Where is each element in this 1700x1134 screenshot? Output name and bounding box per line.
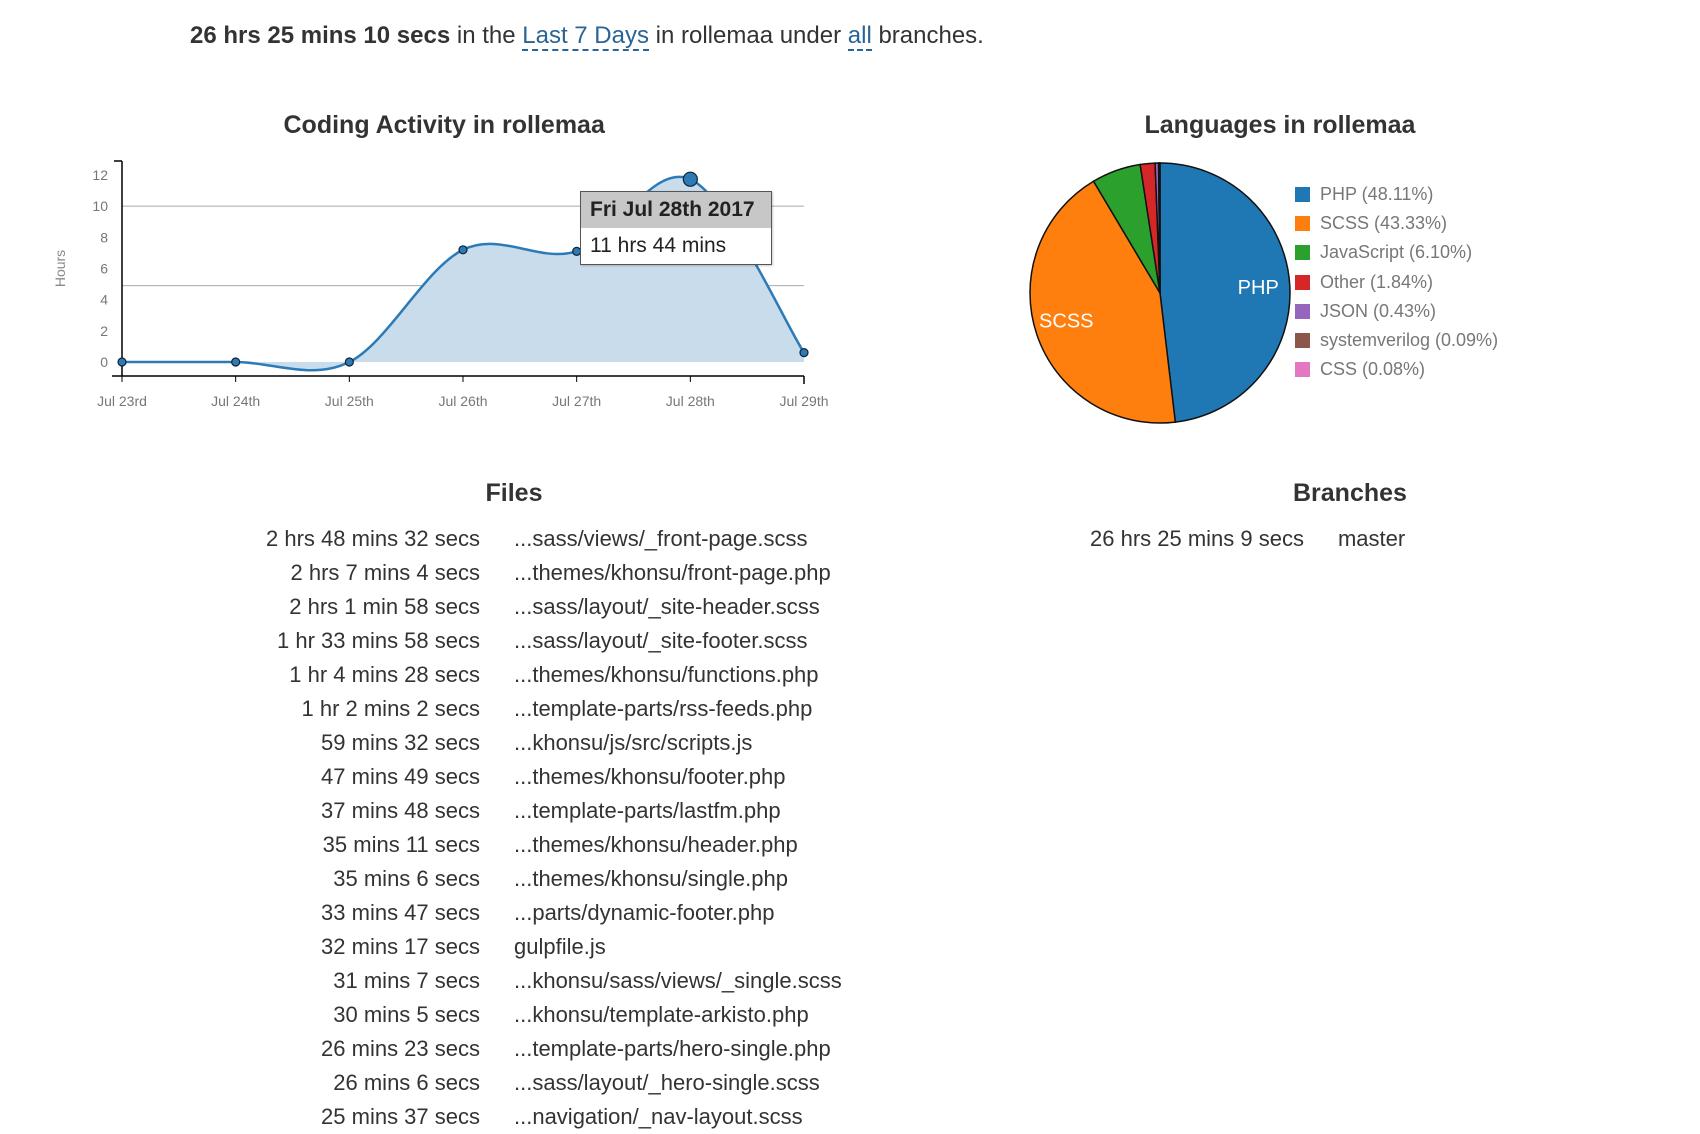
data-point — [459, 246, 467, 254]
pie-slice-css[interactable] — [1159, 163, 1160, 293]
y-axis-label: Hours — [52, 249, 68, 288]
file-time: 2 hrs 1 min 58 secs — [289, 594, 480, 619]
languages-legend — [1295, 180, 1498, 384]
range-link[interactable]: Last 7 Days — [522, 22, 649, 49]
file-time: 33 mins 47 secs — [321, 900, 480, 925]
file-row[interactable] — [190, 624, 842, 658]
y-tick-label: 8 — [100, 229, 108, 246]
legend-swatch — [1295, 362, 1310, 377]
legend-item[interactable] — [1295, 268, 1498, 297]
x-tick-label: Jul 28th — [665, 393, 715, 409]
file-name: ...khonsu/sass/views/_single.scss — [514, 968, 842, 993]
file-row[interactable] — [190, 896, 842, 930]
legend-label: Other (1.84%) — [1320, 271, 1434, 292]
pie-slice-label: SCSS — [1039, 310, 1094, 333]
y-tick-label: 4 — [100, 291, 108, 308]
file-name: ...khonsu/js/src/scripts.js — [514, 730, 753, 755]
branch-name: master — [1337, 526, 1406, 551]
legend-label: SCSS (43.33%) — [1320, 213, 1448, 234]
data-point — [800, 349, 808, 357]
file-time: 32 mins 17 secs — [321, 934, 480, 959]
file-row[interactable] — [190, 964, 842, 998]
branches-title: Branches — [1293, 479, 1407, 507]
x-tick-label: Jul 24th — [211, 393, 261, 409]
file-name: ...sass/layout/_site-header.scss — [514, 594, 820, 619]
file-name: ...template-parts/hero-single.php — [514, 1036, 831, 1061]
file-time: 25 mins 37 secs — [321, 1104, 480, 1129]
file-name: ...themes/khonsu/header.php — [514, 832, 798, 857]
x-tick-label: Jul 26th — [438, 393, 488, 409]
file-time: 1 hr 4 mins 28 secs — [289, 662, 480, 687]
file-row[interactable] — [190, 930, 842, 964]
file-time: 1 hr 2 mins 2 secs — [301, 696, 480, 721]
summary-line — [190, 22, 984, 50]
pie-slice-label: PHP — [1237, 276, 1279, 299]
data-point — [118, 358, 126, 366]
legend-swatch — [1295, 187, 1310, 202]
file-time: 31 mins 7 secs — [333, 968, 480, 993]
file-name: ...themes/khonsu/single.php — [514, 866, 788, 891]
legend-label: JSON (0.43%) — [1320, 300, 1437, 321]
file-row[interactable] — [190, 692, 842, 726]
file-row[interactable] — [190, 794, 842, 828]
legend-item[interactable] — [1295, 297, 1498, 326]
y-tick-label: 0 — [100, 354, 108, 370]
file-time: 35 mins 11 secs — [322, 832, 480, 857]
files-table — [190, 522, 842, 1134]
file-time: 30 mins 5 secs — [333, 1002, 480, 1027]
x-tick-label: Jul 25th — [324, 393, 374, 409]
file-name: ...sass/layout/_hero-single.scss — [514, 1070, 820, 1095]
file-row[interactable] — [190, 760, 842, 794]
x-tick-label: Jul 29th — [779, 393, 829, 409]
file-time: 2 hrs 48 mins 32 secs — [266, 526, 480, 551]
legend-label: CSS (0.08%) — [1320, 359, 1426, 380]
file-time: 26 mins 23 secs — [321, 1036, 480, 1061]
summary-text-project: in rollemaa under — [655, 22, 842, 49]
y-tick-label: 6 — [100, 260, 108, 277]
file-name: ...template-parts/lastfm.php — [514, 798, 781, 823]
x-tick-label: Jul 23rd — [97, 393, 147, 409]
tooltip-date: Fri Jul 28th 2017 — [581, 192, 771, 228]
file-time: 1 hr 33 mins 58 secs — [277, 628, 480, 653]
file-name: gulpfile.js — [514, 934, 606, 959]
file-row[interactable] — [190, 590, 842, 624]
legend-swatch — [1295, 304, 1310, 319]
summary-text-in-the: in the — [456, 22, 516, 49]
file-time: 35 mins 6 secs — [333, 866, 480, 891]
languages-chart-title: Languages in rollemaa — [1144, 111, 1416, 139]
summary-text-branches: branches. — [878, 22, 984, 49]
data-point — [232, 358, 240, 366]
activity-chart-title: Coding Activity in rollemaa — [283, 111, 605, 139]
branch-time: 26 hrs 25 mins 9 secs — [1090, 526, 1304, 551]
y-tick-label: 10 — [92, 198, 108, 215]
file-row[interactable] — [190, 1066, 842, 1100]
file-name: ...themes/khonsu/front-page.php — [514, 560, 831, 585]
legend-swatch — [1295, 275, 1310, 290]
legend-swatch — [1295, 333, 1310, 348]
file-time: 59 mins 32 secs — [321, 730, 480, 755]
file-row[interactable] — [190, 556, 842, 590]
x-tick-label: Jul 27th — [552, 393, 602, 409]
chart-tooltip — [580, 191, 772, 265]
legend-swatch — [1295, 245, 1310, 260]
legend-item[interactable] — [1295, 209, 1498, 238]
legend-label: JavaScript (6.10%) — [1320, 242, 1473, 263]
languages-pie-chart[interactable] — [1000, 150, 1300, 450]
file-row[interactable] — [190, 658, 842, 692]
file-name: ...sass/views/_front-page.scss — [514, 526, 808, 551]
branch-row[interactable] — [1090, 522, 1405, 556]
legend-label: systemverilog (0.09%) — [1320, 330, 1499, 351]
y-tick-label: 12 — [92, 167, 108, 183]
file-row[interactable] — [190, 998, 842, 1032]
file-name: ...themes/khonsu/functions.php — [514, 662, 819, 687]
file-row[interactable] — [190, 1032, 842, 1066]
files-title: Files — [485, 479, 543, 507]
file-row[interactable] — [190, 1100, 842, 1134]
file-row[interactable] — [190, 726, 842, 760]
activity-chart[interactable] — [40, 145, 840, 415]
legend-item[interactable] — [1295, 355, 1498, 384]
total-time: 26 hrs 25 mins 10 secs — [190, 22, 451, 49]
file-row[interactable] — [190, 862, 842, 896]
file-time: 37 mins 48 secs — [321, 798, 480, 823]
file-time: 47 mins 49 secs — [321, 764, 480, 789]
tooltip-value: 11 hrs 44 mins — [590, 234, 727, 257]
legend-label: PHP (48.11%) — [1320, 184, 1434, 205]
legend-item[interactable] — [1295, 180, 1498, 209]
legend-item[interactable] — [1295, 326, 1498, 355]
file-name: ...template-parts/rss-feeds.php — [514, 696, 813, 721]
file-row[interactable] — [190, 522, 842, 556]
data-point — [683, 172, 697, 186]
legend-swatch — [1295, 216, 1310, 231]
branches-link[interactable]: all — [847, 22, 872, 49]
file-name: ...sass/layout/_site-footer.scss — [514, 628, 808, 653]
y-tick-label: 2 — [100, 322, 108, 339]
file-time: 26 mins 6 secs — [333, 1070, 480, 1095]
file-name: ...parts/dynamic-footer.php — [514, 900, 775, 925]
file-name: ...themes/khonsu/footer.php — [514, 764, 786, 789]
file-name: ...khonsu/template-arkisto.php — [514, 1002, 809, 1027]
data-point — [345, 358, 353, 366]
file-time: 2 hrs 7 mins 4 secs — [290, 560, 480, 585]
legend-item[interactable] — [1295, 238, 1498, 267]
file-row[interactable] — [190, 828, 842, 862]
file-name: ...navigation/_nav-layout.scss — [514, 1104, 803, 1129]
